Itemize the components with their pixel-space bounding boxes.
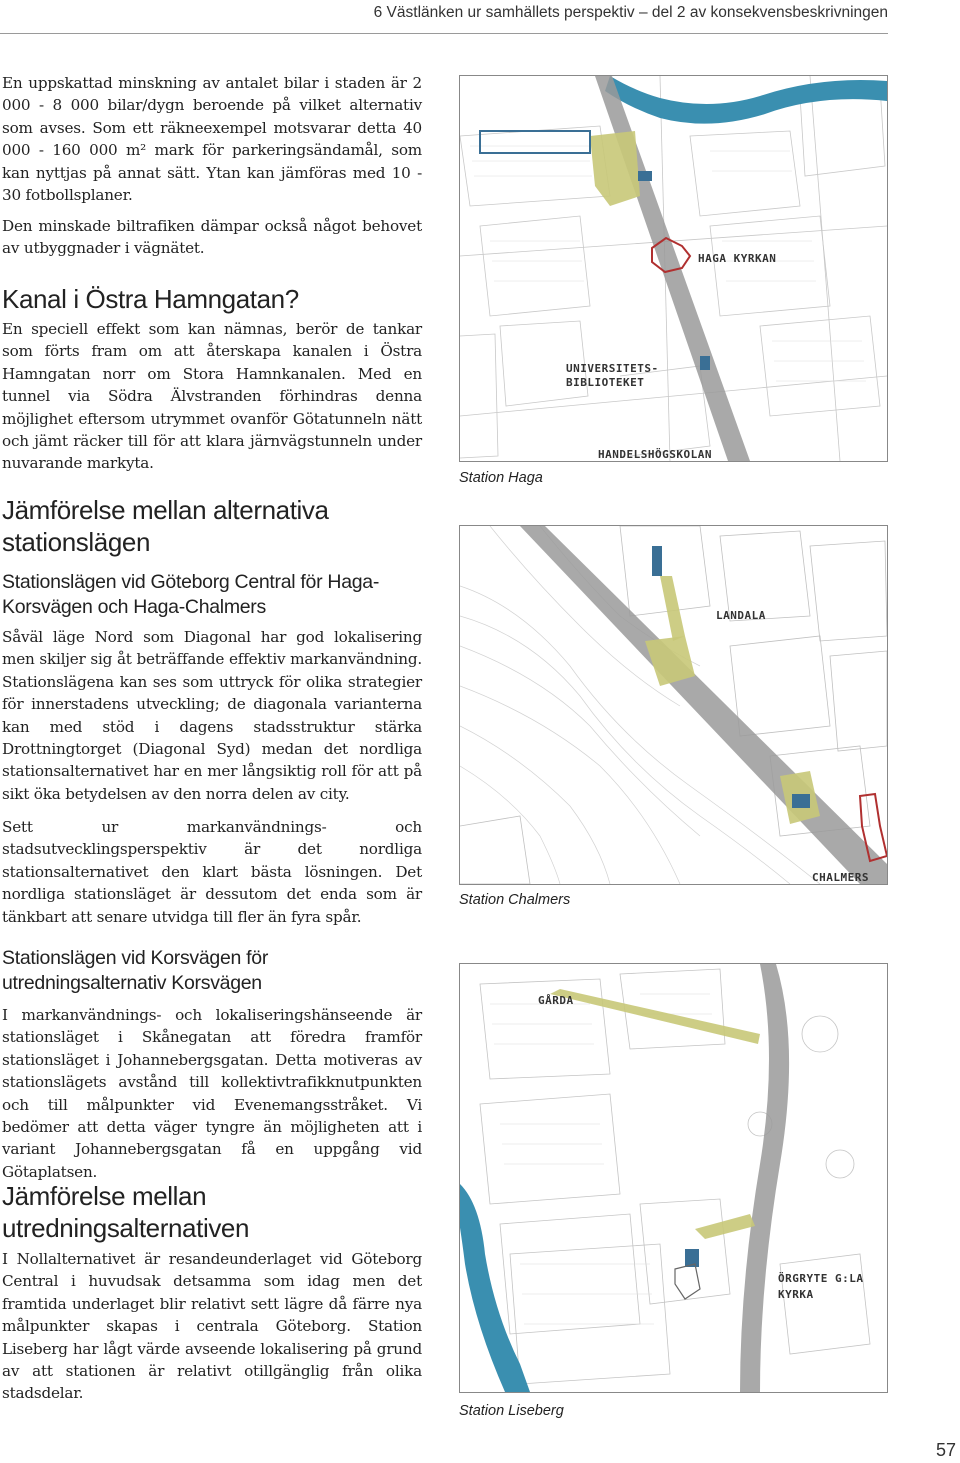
entrance-outline bbox=[480, 131, 590, 153]
label-universitetsbiblioteket-1: UNIVERSITETS- bbox=[566, 362, 659, 375]
map-station-liseberg bbox=[459, 963, 888, 1393]
tunnel-corridor bbox=[740, 964, 789, 1392]
label-universitetsbiblioteket-2: BIBLIOTEKET bbox=[566, 376, 645, 389]
page-header bbox=[0, 0, 960, 34]
station-area bbox=[590, 131, 640, 206]
heading-jamforelse-utredning: Jämförelse mellan utredningsalternativen bbox=[2, 1181, 250, 1243]
station-access bbox=[695, 1214, 755, 1239]
river-shape bbox=[460, 1184, 530, 1392]
tunnel-corridor bbox=[520, 526, 887, 884]
header-title: 6 Västlänken ur samhällets perspektiv – del 2 av konsekvensbeskrivningen bbox=[373, 4, 888, 21]
label-handelshogskolan: HANDELSHÖGSKOLAN bbox=[598, 448, 712, 461]
paragraph-skanegatan: I markanvändnings- och lokaliseringshänseende är stationsläget i Skånegatan att föredra framför stationsläget i Johannebergsgatan. Detta motiveras av stationslägets avstånd till kollektivtrafikknutpunkten och till målpunkter vid Evenemangsstråket. Vi bedömer att detta väger tyngre än möjligheten att i variant Johannebergsgatan få en uppgång vid Götaplatsen. bbox=[2, 1006, 422, 1181]
entrance-marker bbox=[700, 356, 710, 370]
map-station-chalmers bbox=[459, 525, 888, 885]
map-station-haga bbox=[459, 75, 888, 462]
caption-station-haga: Station Haga bbox=[459, 470, 543, 486]
label-chalmers: CHALMERS bbox=[812, 871, 869, 884]
entrance-marker bbox=[652, 546, 662, 576]
paragraph-markanvandning: Sett ur markanvändnings- och stadsutvecklingsperspektiv är det nordliga stationsalternativet den klart bästa lösningen. Det nordliga stationsläget är dessutom det enda som är tänkbart att senare utvidga till fler än fyra spår. bbox=[2, 818, 422, 926]
paragraph-biltrafik: Den minskade biltrafiken dämpar också något behovet av utbyggnader i vägnätet. bbox=[2, 217, 422, 258]
paragraph-lage-nord: Såväl läge Nord som Diagonal har god lokalisering men skiljer sig åt beträffande effektiv markanvändning. Stationslägena kan ses som uttryck för olika strategier för innerstadens utveckling; de diagonala varianterna kan med stöd i dagens stadsstruktur stärka Drottningtorget (Diagonal Syd) medan det nordliga stationsalternativet har en mer långsiktig roll för att på sikt öka betydelsen av den norra delen av city. bbox=[2, 628, 422, 803]
header-divider bbox=[0, 33, 888, 34]
label-haga-kyrkan: HAGA KYRKAN bbox=[698, 252, 777, 265]
heading-jamforelse-stationslagen: Jämförelse mellan alternativa stationslägen bbox=[2, 495, 329, 557]
church-outline bbox=[675, 1264, 700, 1299]
station-access bbox=[660, 576, 685, 641]
paragraph-kanal: En speciell effekt som kan nämnas, berör de tankar som förts fram om att återskapa kanalen i Östra Hamngatan norr om Stora Hamnkanalen. Med en tunnel via Södra Älvstranden förhindras denna möjlighet eftersom utrymmet ovanför Götatunneln nätt och jämt räcker till för att klara järnvägstunneln under nuvarande markyta. bbox=[2, 320, 422, 473]
label-orgryte-1: ÖRGRYTE G:LA bbox=[778, 1272, 864, 1285]
label-garda: GÅRDA bbox=[538, 994, 574, 1007]
map-liseberg-drawing bbox=[460, 964, 887, 1392]
label-orgryte-2: KYRKA bbox=[778, 1288, 814, 1301]
heading-kanal: Kanal i Östra Hamngatan? bbox=[2, 284, 299, 314]
map-chalmers-drawing bbox=[460, 526, 887, 884]
river-shape bbox=[605, 76, 887, 124]
caption-station-liseberg: Station Liseberg bbox=[459, 1403, 564, 1419]
entrance-marker bbox=[792, 794, 810, 808]
paragraph-bilar: En uppskattad minskning av antalet bilar i staden är 2 000 - 8 000 bilar/dygn beroende på vilket alternativ som avses. Som ett räkneexempel motsvarar detta 40 000 - 160 000 m² mark för parkeringsändamål, som kan nyttjas på annat sätt. Ytan kan jämföras med 10 - 30 fotbollsplaner. bbox=[2, 74, 422, 205]
subheading-korsvagen: Stationslägen vid Korsvägen för utredningsalternativ Korsvägen bbox=[2, 947, 269, 994]
map-haga-drawing bbox=[460, 76, 887, 461]
page-number: 57 bbox=[935, 1440, 956, 1460]
entrance-marker bbox=[638, 171, 652, 181]
subheading-goteborg-central: Stationslägen vid Göteborg Central för Haga-Korsvägen och Haga-Chalmers bbox=[2, 571, 380, 618]
paragraph-nollalternativet: I Nollalternativet är resandeunderlaget vid Göteborg Central i huvudsak detsamma som idag men det framtida underlaget blir relativt sett lägre då färre nya målpunkter skapas i centrala Göteborg. Station Liseberg har lågt värde avseende lokalisering på grund av att stationen är relativt otillgänglig från olika stadsdelar. bbox=[2, 1250, 422, 1403]
station-access bbox=[550, 989, 760, 1044]
label-landala: LANDALA bbox=[716, 609, 766, 622]
caption-station-chalmers: Station Chalmers bbox=[459, 892, 571, 908]
